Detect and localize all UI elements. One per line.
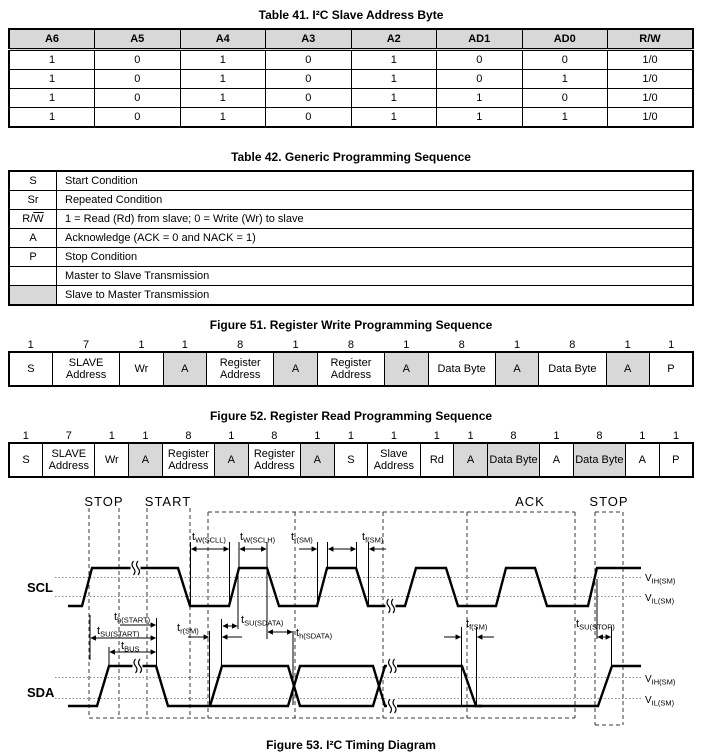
table-cell: 1 (9, 89, 95, 108)
bit-count: 8 (237, 339, 244, 351)
symbol-cell (9, 286, 57, 306)
column-header: A4 (180, 29, 266, 50)
sequence-row (9, 443, 693, 477)
label-vih-sda: $V_{IH(SM)}$ (645, 674, 676, 687)
sequence-cell: Register Address (207, 352, 274, 386)
table-cell: 1 (9, 70, 95, 89)
column-header: R/W (608, 29, 694, 50)
sequence-row (9, 352, 693, 386)
table-row (9, 191, 693, 210)
bit-count: 1 (138, 339, 145, 351)
sequence-cell: Data Byte (487, 443, 539, 477)
sequence-cell: Wr (120, 352, 163, 386)
label-th-start: $t_{h(START)}$ (114, 611, 151, 625)
label-scl: SCL (27, 580, 53, 595)
table-row (9, 248, 693, 267)
table42 (8, 170, 694, 306)
label-tr-sm-mid: $t_{r(SM)}$ (177, 622, 199, 636)
label-tf-sm-top: $t_{f(SM)}$ (362, 531, 384, 545)
symbol-cell: P (9, 248, 57, 267)
sequence-cell: A (454, 443, 488, 477)
sequence-cell: P (659, 443, 693, 477)
description-cell: Slave to Master Transmission (57, 286, 694, 306)
bit-count: 1 (142, 430, 149, 442)
bit-count: 1 (314, 430, 321, 442)
symbol-cell (9, 210, 57, 229)
symbol-overline: $\overline{W}$ (33, 213, 44, 225)
label-sda: SDA (27, 685, 55, 700)
sequence-cell: Wr (95, 443, 129, 477)
description-cell: Master to Slave Transmission (57, 267, 694, 286)
figure51-sequence (8, 336, 694, 387)
label-th-sdata: $t_{h(SDATA)}$ (296, 627, 333, 641)
sequence-cell: SLAVE Address (43, 443, 95, 477)
column-header: A2 (351, 29, 437, 50)
sda-waveform-low (68, 666, 641, 706)
table-row (9, 171, 693, 191)
bit-count: 1 (673, 430, 680, 442)
table41-head (9, 29, 693, 50)
description-cell: 1 = Read (Rd) from slave; 0 = Write (Wr) to slave (57, 210, 694, 229)
bit-count-row (9, 336, 693, 352)
table-row (9, 267, 693, 286)
sequence-cell: Register Address (248, 443, 300, 477)
bit-count: 8 (347, 339, 354, 351)
sequence-cell: S (9, 352, 52, 386)
bit-count: 8 (510, 430, 517, 442)
bit-count: 8 (458, 339, 465, 351)
bit-count: 8 (569, 339, 576, 351)
table-row (9, 50, 693, 70)
table42-body (9, 171, 693, 305)
table-cell: 0 (437, 50, 523, 70)
bit-count: 1 (181, 339, 188, 351)
table-cell: 1 (351, 89, 437, 108)
measurement-lines (90, 542, 612, 707)
figure52-sequence (8, 427, 694, 478)
table-cell: 1 (351, 50, 437, 70)
symbol-cell: A (9, 229, 57, 248)
table-cell: 1 (437, 108, 523, 128)
figure51-title: Figure 51. Register Write Programming Sequence (209, 318, 493, 332)
table-cell: 1/0 (608, 70, 694, 89)
label-start: START (144, 494, 192, 509)
sequence-cell: Register Address (162, 443, 214, 477)
sequence-cell: A (163, 352, 206, 386)
bit-count: 1 (467, 430, 474, 442)
table-cell: 1/0 (608, 50, 694, 70)
sequence-cell: S (334, 443, 368, 477)
label-tbus: $t_{BUS}$ (121, 640, 140, 654)
label-stop-left: STOP (84, 494, 124, 509)
table-cell: 0 (95, 108, 181, 128)
label-tsu-start: $t_{SU(START)}$ (97, 625, 140, 639)
table41-header-row (9, 29, 693, 50)
description-cell: Acknowledge (ACK = 0 and NACK = 1) (57, 229, 694, 248)
sequence-cell: Slave Address (368, 443, 420, 477)
sequence-cell: Data Byte (428, 352, 495, 386)
bit-count: 1 (624, 339, 631, 351)
table-row (9, 229, 693, 248)
bit-count: 1 (668, 339, 675, 351)
table-cell: 0 (95, 70, 181, 89)
label-ack: ACK (515, 494, 545, 509)
table-row (9, 210, 693, 229)
bit-count: 1 (27, 339, 34, 351)
sequence-cell: A (606, 352, 649, 386)
column-header: AD0 (522, 29, 608, 50)
table-cell: 1 (351, 70, 437, 89)
table-cell: 1 (522, 108, 608, 128)
label-vil-scl: $V_{IL(SM)}$ (645, 593, 675, 606)
table-cell: 1 (180, 108, 266, 128)
bit-count: 1 (292, 339, 299, 351)
sequence-cell: A (495, 352, 538, 386)
sequence-cell: SLAVE Address (52, 352, 119, 386)
description-cell: Repeated Condition (57, 191, 694, 210)
table-row (9, 89, 693, 108)
table-cell: 1 (180, 70, 266, 89)
table-cell: 1/0 (608, 89, 694, 108)
table42-title: Table 42. Generic Programming Sequence (231, 150, 471, 164)
sequence-cell: A (385, 352, 428, 386)
bit-count: 8 (596, 430, 603, 442)
table-cell: 0 (266, 89, 352, 108)
sequence-cell: A (540, 443, 574, 477)
bit-count: 1 (22, 430, 29, 442)
i2c-timing-diagram (0, 484, 702, 734)
symbol-cell: Sr (9, 191, 57, 210)
bit-count: 7 (83, 339, 90, 351)
label-tw-sclh: $t_{W(SCLH)}$ (240, 531, 276, 545)
bit-count: 1 (228, 430, 235, 442)
symbol-cell (9, 267, 57, 286)
sda-waveform-high (210, 666, 482, 706)
bit-count: 1 (403, 339, 410, 351)
sequence-cell: Register Address (317, 352, 384, 386)
table-cell: 0 (437, 70, 523, 89)
description-cell: Stop Condition (57, 248, 694, 267)
bit-count: 1 (347, 430, 354, 442)
table-cell: 1 (180, 50, 266, 70)
table-row (9, 286, 693, 306)
label-stop-right: STOP (589, 494, 629, 509)
column-header: AD1 (437, 29, 523, 50)
table-cell: 0 (266, 50, 352, 70)
bit-count: 1 (639, 430, 646, 442)
sequence-cell: A (129, 443, 163, 477)
sequence-cell: Rd (420, 443, 454, 477)
bit-count-row (9, 427, 693, 443)
table-cell: 1 (437, 89, 523, 108)
sequence-cell: S (9, 443, 43, 477)
table41-body (9, 50, 693, 128)
symbol-text: R/ (22, 213, 34, 225)
table-row (9, 70, 693, 89)
bit-count: 1 (513, 339, 521, 351)
table-cell: 0 (522, 89, 608, 108)
column-header: A5 (95, 29, 181, 50)
description-cell: Start Condition (57, 171, 694, 191)
sequence-cell: A (215, 443, 249, 477)
bit-count: 1 (390, 430, 397, 442)
table-cell: 1 (351, 108, 437, 128)
table-row (9, 108, 693, 128)
table-cell: 0 (522, 50, 608, 70)
table-cell: 0 (266, 70, 352, 89)
label-tsu-stop: $t_{SU(STOP)}$ (576, 618, 615, 632)
sequence-cell: A (626, 443, 660, 477)
table-cell: 1 (9, 108, 95, 128)
sequence-cell: Data Byte (573, 443, 625, 477)
table-cell: 1/0 (608, 108, 694, 128)
measurement-arrows (91, 549, 611, 652)
label-tr-sm-top: $t_{r(SM)}$ (291, 531, 313, 545)
column-header: A6 (9, 29, 95, 50)
column-header: A3 (266, 29, 352, 50)
bit-count: 7 (65, 430, 72, 442)
table41-title: Table 41. I²C Slave Address Byte (258, 8, 444, 22)
table-cell: 0 (95, 89, 181, 108)
bit-count: 8 (271, 430, 278, 442)
label-vil-sda: $V_{IL(SM)}$ (645, 695, 675, 708)
label-tsu-sdata: $t_{SU(SDATA)}$ (241, 614, 284, 628)
label-tw-scll: $t_{W(SCLL)}$ (192, 531, 226, 545)
region-dashed-lines (89, 508, 623, 725)
sequence-cell: A (300, 443, 334, 477)
bit-count: 1 (553, 430, 560, 442)
figure53-caption: Figure 53. I²C Timing Diagram (266, 738, 436, 752)
table-cell: 0 (266, 108, 352, 128)
table-cell: 1 (180, 89, 266, 108)
break-marks (131, 560, 398, 714)
table-cell: 1 (9, 50, 95, 70)
symbol-cell: S (9, 171, 57, 191)
label-vih-scl: $V_{IH(SM)}$ (645, 573, 676, 586)
table41 (8, 28, 694, 128)
table-cell: 1 (522, 70, 608, 89)
scl-waveform (68, 568, 641, 606)
bit-count: 1 (433, 430, 440, 442)
sequence-cell: P (649, 352, 693, 386)
table-cell: 0 (95, 50, 181, 70)
label-tf-sm-right: $t_{f(SM)}$ (466, 618, 488, 632)
bit-count: 1 (108, 430, 115, 442)
bit-count: 8 (185, 430, 192, 442)
sequence-cell: Data Byte (539, 352, 606, 386)
figure52-title: Figure 52. Register Read Programming Sequence (209, 409, 493, 423)
sequence-cell: A (274, 352, 317, 386)
